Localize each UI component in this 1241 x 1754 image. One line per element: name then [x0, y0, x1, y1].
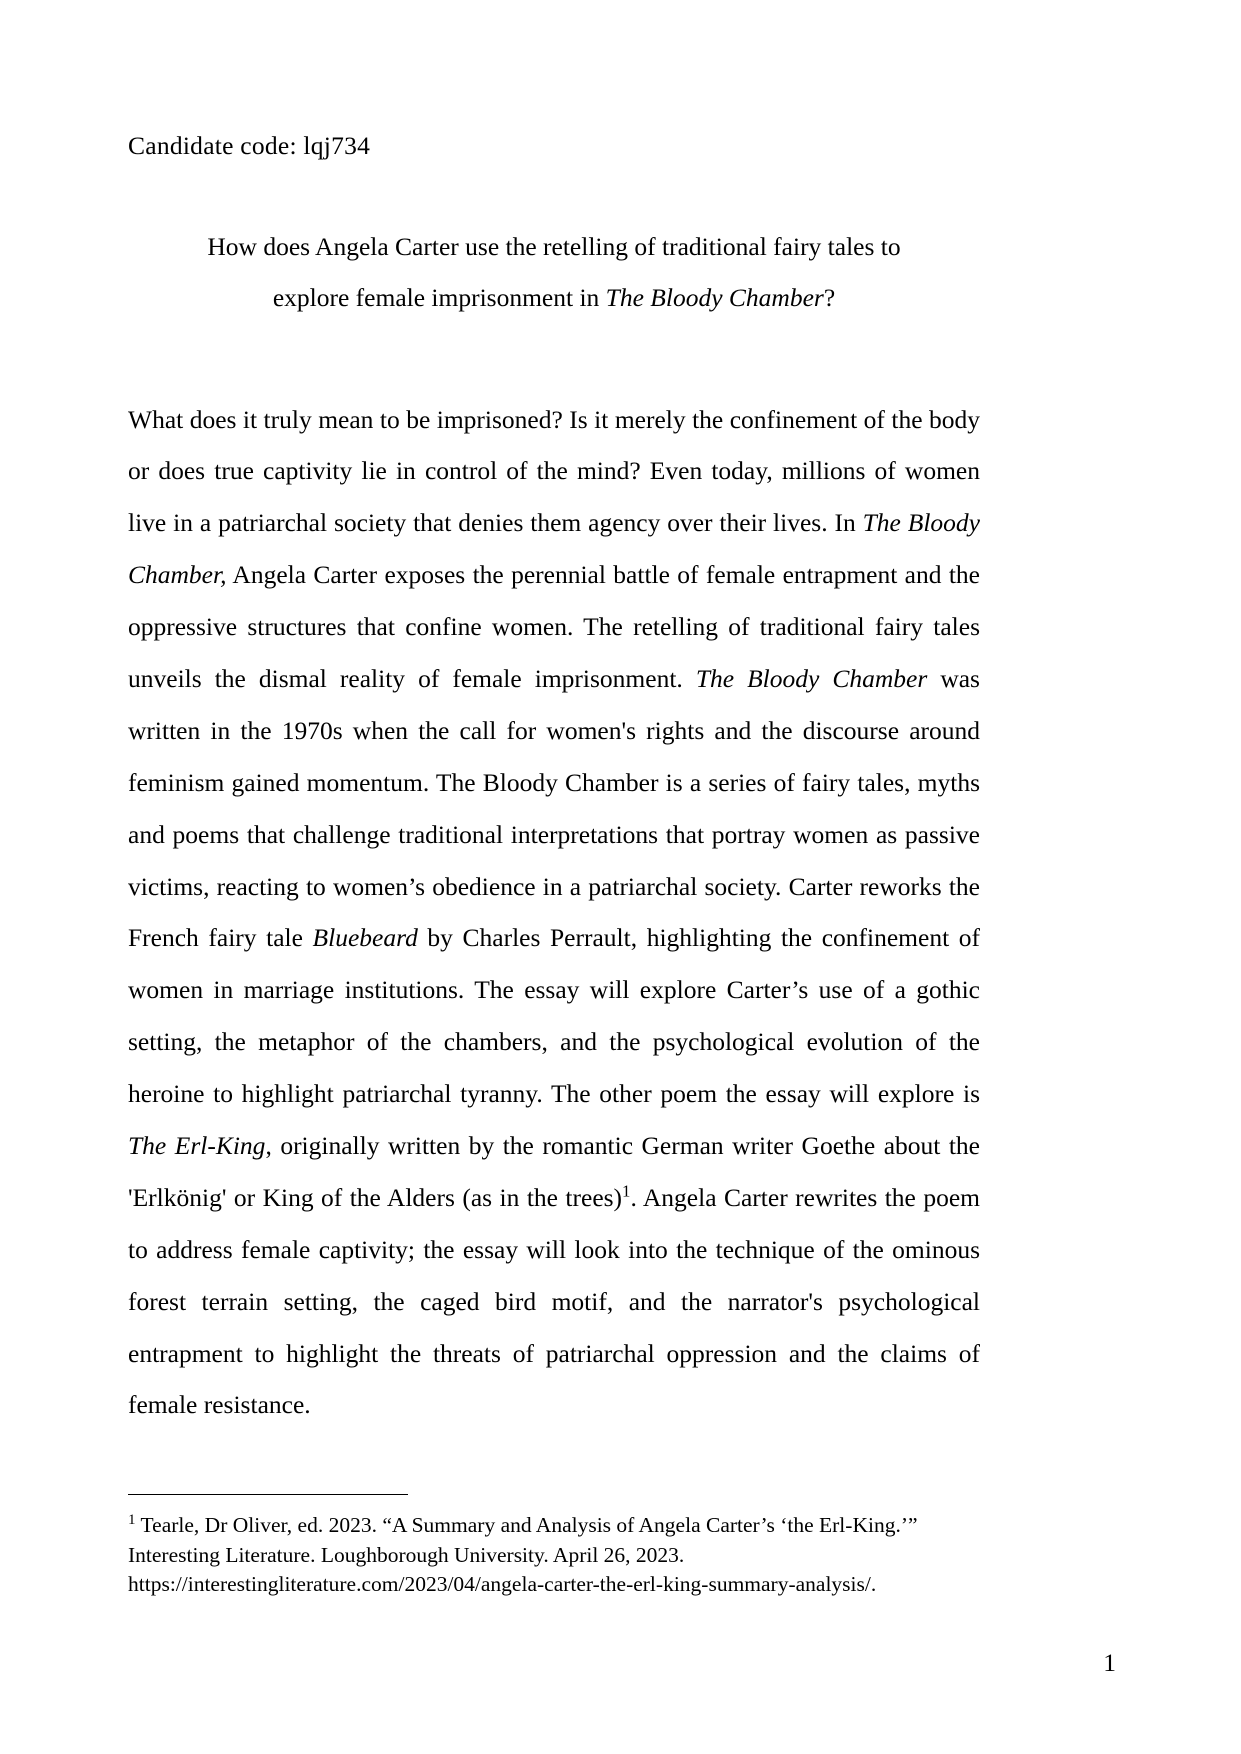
footnote-1-line-2: Interesting Literature. Loughborough University. April 26, 2023.: [128, 1542, 685, 1567]
paragraph-1: [128, 394, 980, 1432]
body-text: [128, 394, 980, 1432]
essay-title-book-title: The Bloody Chamber: [605, 283, 824, 312]
footnote-reference-1[interactable]: 1: [622, 1181, 631, 1201]
candidate-code-header: Candidate code: lqj734: [128, 131, 371, 160]
footnote-1-marker: 1: [128, 1511, 136, 1528]
essay-title-line-2-suffix: ?: [823, 283, 836, 312]
footnote-1-text-1: Tearle, Dr Oliver, ed. 2023. “A Summary and Analysis of Angela Carter’s ‘the Erl-King.’”: [135, 1513, 918, 1537]
essay-title-line-1: How does Angela Carter use the retelling of traditional fairy tales to explore female: [207, 231, 901, 312]
footnote-area: [128, 1494, 988, 1600]
page-number: 1: [1103, 1648, 1116, 1677]
para1-seg-7: by Charles Perrault, highlighting the confinement of women in marriage institutions. The essay will explore Carter’s use of a gothic setting, the metaphor of the chambers, and the psychological evolution of the heroine to highlight patriarchal tyranny. The other poem the essay will explore is: [128, 923, 980, 1109]
footnote-1-line-1: [128, 1511, 988, 1541]
para1-seg-9: , originally written by the romantic German writer Goethe about the 'Erlkönig' or King of the Alders (as in the trees): [128, 1130, 981, 1212]
para1-book-title-4: The Erl-King: [128, 1130, 266, 1160]
para1-book-title-2: The Bloody Chamber: [695, 663, 928, 693]
essay-title: [128, 221, 980, 324]
document-content: [128, 0, 980, 1431]
para1-seg-5: was written in the 1970s when the call for women's rights and the discourse around feminism gained momentum. The Bloody Chamber is a series of fairy tales, myths and poems that challenge traditional interpretations that portray women as passive victims, reacting to women’s obedience in a patriarchal society. Carter reworks the French fairy tale: [128, 663, 980, 953]
footnote-1: [128, 1511, 988, 1600]
para1-seg-10: . Angela Carter rewrites the poem to address female captivity; the essay will look into the technique of the ominous forest terrain setting, the caged bird motif, and the narrator's psychological entrapment to highlight the threats of patriarchal oppression and the claims of female resistance.: [128, 1182, 980, 1420]
essay-title-line-2-prefix: imprisonment in: [431, 283, 606, 312]
footnote-1-line-3[interactable]: https://interestingliterature.com/2023/04/angela-carter-the-erl-king-summary-analysis/.: [128, 1572, 877, 1597]
para1-seg-3: Angela Carter exposes the perennial battle of female entrapment and the oppressive structures that confine women. The retelling of traditional fairy tales unveils the dismal reality of female imprisonment.: [128, 560, 980, 693]
footnote-separator-rule: [128, 1494, 408, 1495]
para1-book-title-3: Bluebeard: [312, 923, 418, 953]
para1-seg-1: What does it truly mean to be imprisoned? Is it merely the confinement of the body or does true captivity lie in control of the mind? Even today, millions of women live in a patriarchal society that denies them agency over their lives. In: [128, 404, 980, 538]
para1-book-title-1: The Bloody Chamber,: [128, 508, 980, 590]
